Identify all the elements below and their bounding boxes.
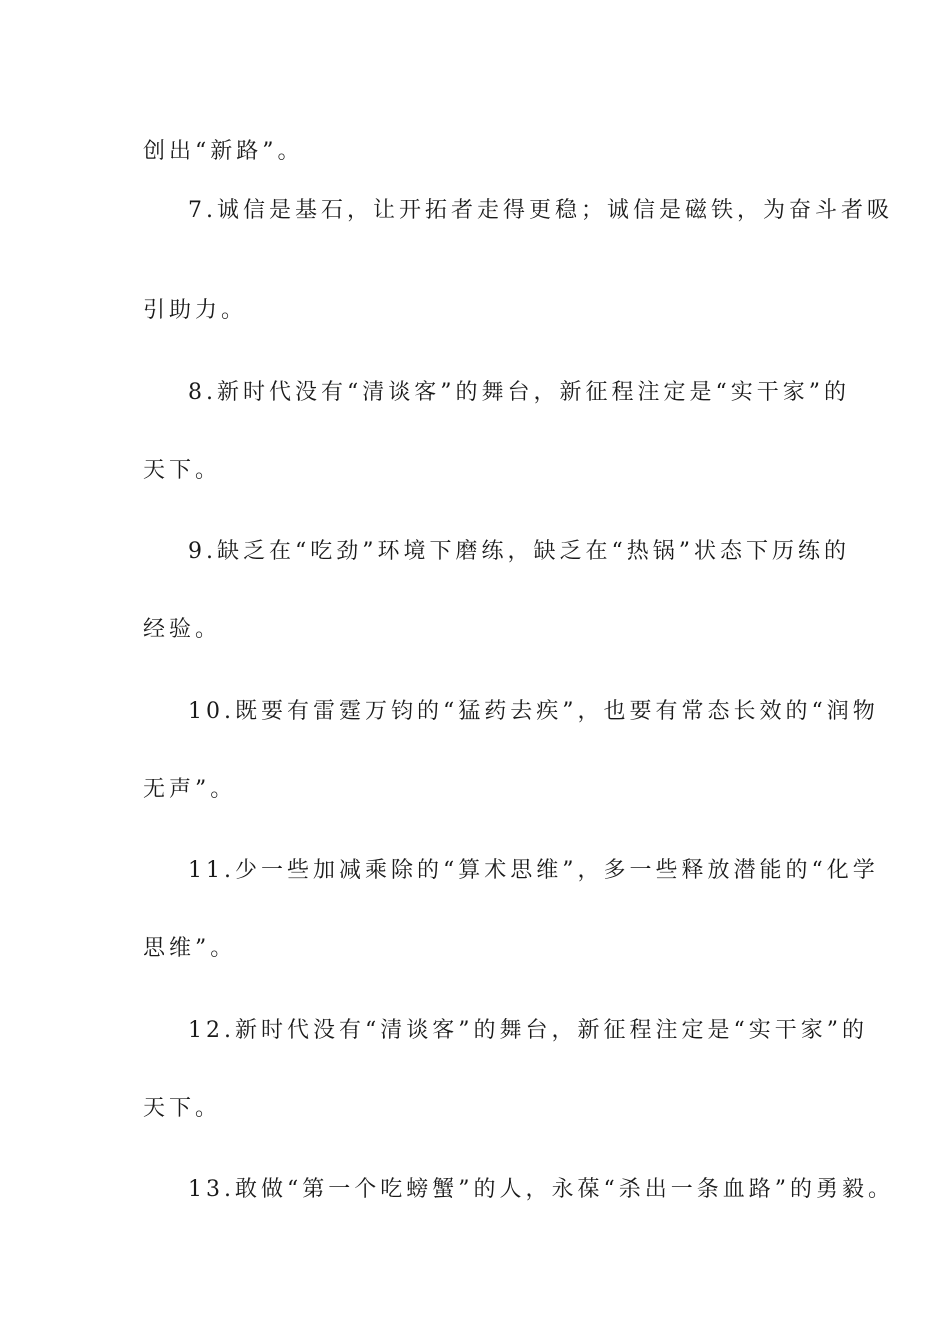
text-line: 10.既要有雷霆万钧的“猛药去疾”，也要有常态长效的“润物 (188, 699, 879, 724)
text-line: 引助力。 (143, 298, 248, 323)
text-line: 12.新时代没有“清谈客”的舞台，新征程注定是“实干家”的 (188, 1018, 868, 1043)
text-line: 天下。 (143, 1096, 222, 1121)
text-line: 9.缺乏在“吃劲”环境下磨练，缺乏在“热锅”状态下历练的 (188, 539, 850, 564)
text-line: 经验。 (143, 617, 222, 642)
text-line: 11.少一些加减乘除的“算术思维”，多一些释放潜能的“化学 (188, 858, 879, 883)
text-line: 思维”。 (143, 936, 237, 961)
text-line: 8.新时代没有“清谈客”的舞台，新征程注定是“实干家”的 (188, 380, 850, 405)
text-line: 创出“新路”。 (143, 139, 304, 164)
text-line: 无声”。 (143, 777, 237, 802)
text-line: 13.敢做“第一个吃螃蟹”的人，永葆“杀出一条血路”的勇毅。 (188, 1177, 894, 1202)
text-line: 7.诚信是基石，让开拓者走得更稳；诚信是磁铁，为奋斗者吸 (188, 198, 893, 223)
text-line: 天下。 (143, 458, 222, 483)
